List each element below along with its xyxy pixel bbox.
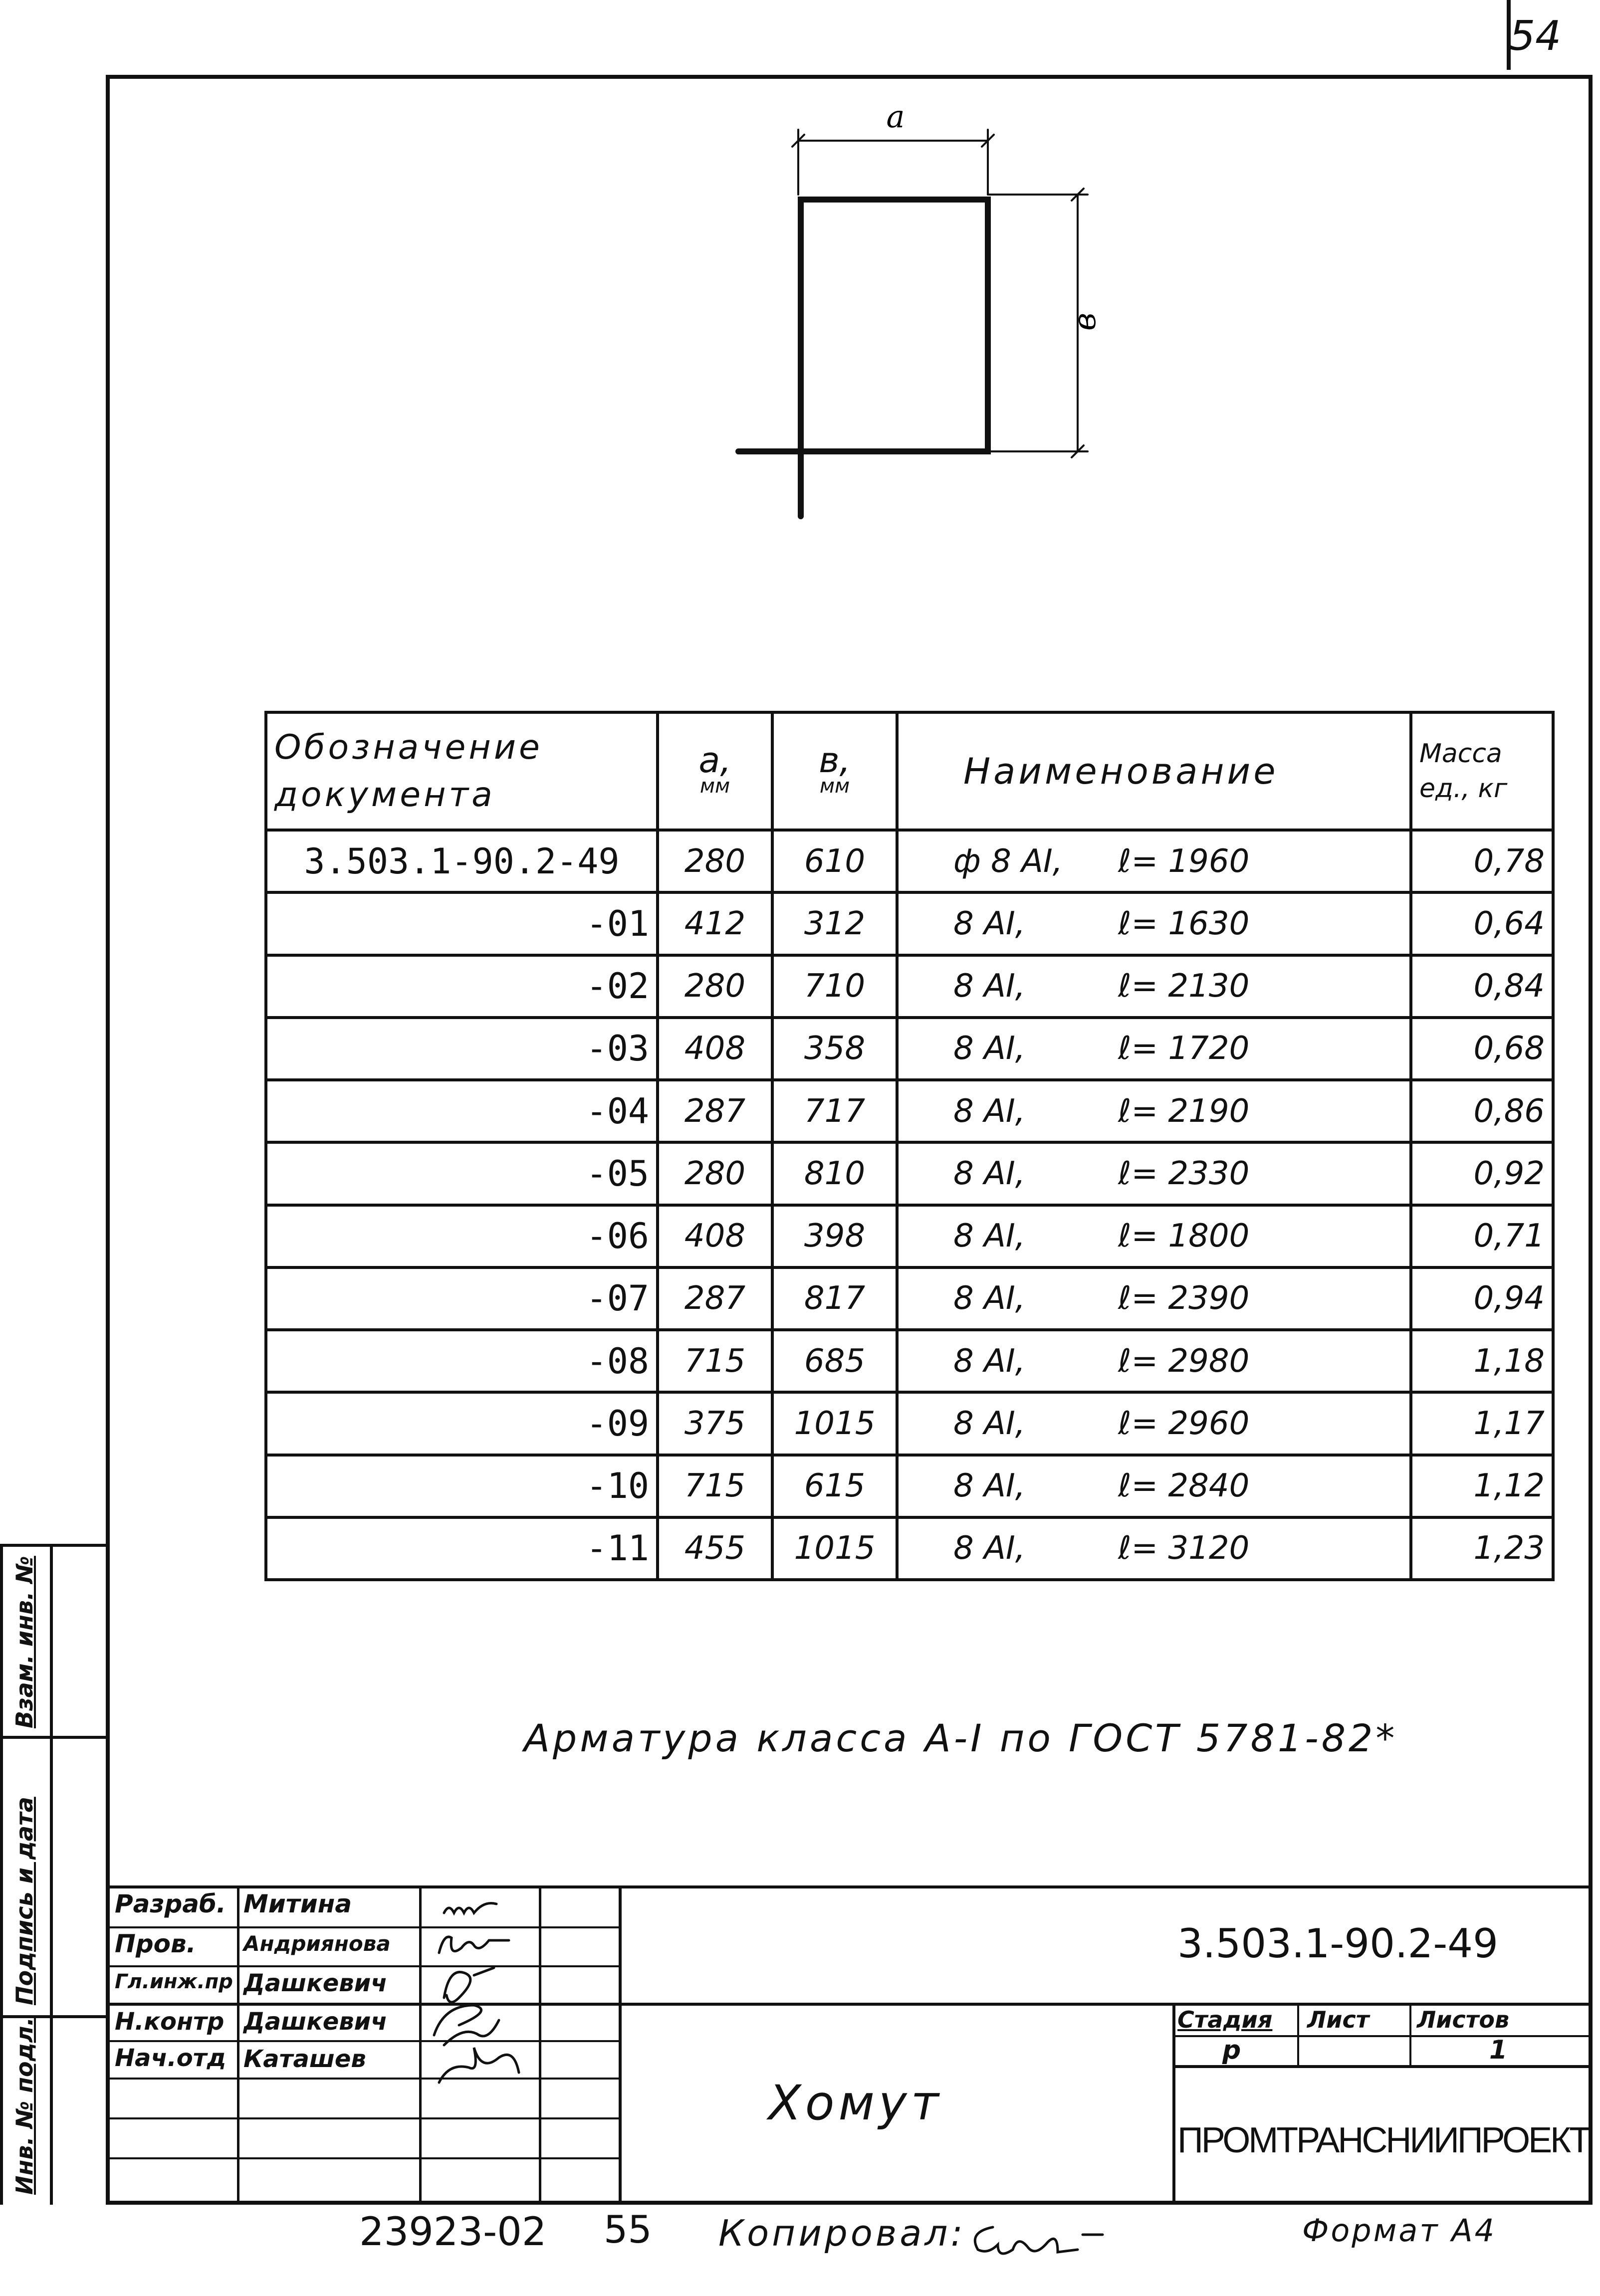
cell-a: 408 (658, 1205, 772, 1267)
cell-mass: 0,84 (1411, 955, 1553, 1018)
cell-name (897, 1142, 1411, 1205)
cell-a: 280 (658, 1142, 772, 1205)
sheets-value: 1 (1489, 2035, 1508, 2065)
cell-document: -08 (266, 1330, 658, 1392)
header-document-line1: Обозначение (274, 728, 543, 767)
table-row (266, 1080, 1553, 1142)
cell-document: -02 (266, 955, 658, 1018)
cell-b: 1015 (772, 1517, 897, 1580)
side-strip-inner-line (50, 1544, 53, 2205)
cell-mass: 0,71 (1411, 1205, 1553, 1267)
cell-document: -03 (266, 1018, 658, 1080)
table-row (266, 1330, 1553, 1392)
header-mass-line1: Масса (1419, 739, 1502, 769)
cell-name-bar: 8 АI, (953, 1405, 1026, 1442)
cell-name (897, 892, 1411, 955)
cell-name-bar: ф 8 АI, (953, 842, 1063, 880)
cell-b: 312 (772, 892, 897, 955)
name-developer: Митина (243, 1889, 352, 1918)
cell-document: -05 (266, 1142, 658, 1205)
cell-length: ℓ= 2840 (1118, 1467, 1250, 1505)
cell-a: 408 (658, 1018, 772, 1080)
header-a-unit: мм (699, 775, 730, 798)
cell-length: ℓ= 2980 (1118, 1342, 1250, 1380)
cell-mass: 1,18 (1411, 1330, 1553, 1392)
table-row (266, 1018, 1553, 1080)
specification-table (264, 711, 1555, 1581)
title-block (110, 1885, 1589, 2205)
dimension-b-label: в (1066, 312, 1103, 331)
cell-name (897, 1330, 1411, 1392)
side-label-inv-no: Инв. № подл. (11, 2017, 38, 2195)
cell-b: 358 (772, 1018, 897, 1080)
table-row (266, 955, 1553, 1018)
cell-length: ℓ= 1960 (1118, 842, 1250, 880)
cell-length: ℓ= 2960 (1118, 1405, 1250, 1442)
side-label-replace-inv: Взам. инв. № (11, 1556, 38, 1728)
cell-b: 685 (772, 1330, 897, 1392)
cell-name-bar: 8 АI, (953, 1342, 1026, 1380)
cell-b: 710 (772, 955, 897, 1018)
header-name: Наименование (897, 712, 1411, 830)
cell-length: ℓ= 1630 (1118, 905, 1250, 942)
stage-label: Стадия (1177, 2006, 1273, 2033)
cell-b: 717 (772, 1080, 897, 1142)
cell-name-bar: 8 АI, (953, 1092, 1026, 1130)
cell-document: -07 (266, 1267, 658, 1330)
cell-b: 610 (772, 830, 897, 892)
cell-length: ℓ= 3120 (1118, 1530, 1250, 1567)
cell-a: 280 (658, 830, 772, 892)
sheets-label: Листов (1417, 2006, 1510, 2033)
cell-mass: 1,23 (1411, 1517, 1553, 1580)
cell-mass: 0,94 (1411, 1267, 1553, 1330)
role-chief-engineer: Гл.инж.пр (115, 1970, 233, 1993)
table-row (266, 1392, 1553, 1455)
header-b-unit: мм (819, 775, 850, 798)
cell-b: 810 (772, 1142, 897, 1205)
table-row (266, 1517, 1553, 1580)
cell-document: -04 (266, 1080, 658, 1142)
cell-a: 455 (658, 1517, 772, 1580)
sheet-label: Лист (1307, 2006, 1370, 2033)
cell-mass: 0,92 (1411, 1142, 1553, 1205)
cell-b: 817 (772, 1267, 897, 1330)
table-row (266, 1142, 1553, 1205)
cell-a: 715 (658, 1330, 772, 1392)
cell-name (897, 1080, 1411, 1142)
item-name: Хомут (768, 2075, 943, 2131)
footer-format: Формат А4 (1302, 2212, 1497, 2249)
header-b (772, 712, 897, 830)
role-checked: Пров. (115, 1929, 196, 1958)
cell-mass: 0,68 (1411, 1018, 1553, 1080)
cell-mass: 0,86 (1411, 1080, 1553, 1142)
header-b-label: в, (819, 740, 851, 781)
cell-name (897, 1205, 1411, 1267)
cell-b: 398 (772, 1205, 897, 1267)
cell-a: 412 (658, 892, 772, 955)
table-row (266, 1455, 1553, 1517)
header-mass-line2: ед., кг (1419, 774, 1508, 804)
table-row (266, 1205, 1553, 1267)
signatures (424, 1885, 539, 2085)
cell-name (897, 1018, 1411, 1080)
cell-length: ℓ= 2130 (1118, 968, 1250, 1005)
table-header-row (266, 712, 1553, 830)
cell-name (897, 1267, 1411, 1330)
side-strip-outer-line (0, 1544, 3, 2205)
cell-a: 280 (658, 955, 772, 1018)
table-row (266, 1267, 1553, 1330)
copied-by-signature (963, 2215, 1128, 2265)
cell-name-bar: 8 АI, (953, 1530, 1026, 1567)
role-norm-control: Н.контр (115, 2008, 225, 2036)
footer-sheet-number: 55 (604, 2207, 652, 2252)
name-head-dept: Каташев (243, 2045, 366, 2073)
cell-mass: 0,64 (1411, 892, 1553, 955)
cell-length: ℓ= 2330 (1118, 1155, 1250, 1192)
cell-a: 715 (658, 1455, 772, 1517)
cell-document: -09 (266, 1392, 658, 1455)
cell-length: ℓ= 1720 (1118, 1030, 1250, 1067)
footer-code: 23923-02 (359, 2210, 547, 2255)
cell-document: -11 (266, 1517, 658, 1580)
header-a (658, 712, 772, 830)
header-a-label: a, (698, 740, 731, 781)
cell-name (897, 1517, 1411, 1580)
cell-name (897, 830, 1411, 892)
cell-length: ℓ= 2390 (1118, 1280, 1250, 1317)
cell-name-bar: 8 АI, (953, 1280, 1026, 1317)
page-number: 54 (1509, 12, 1562, 60)
cell-name (897, 1455, 1411, 1517)
cell-length: ℓ= 1800 (1118, 1218, 1250, 1255)
footer-copied-by: Копировал: (718, 2212, 966, 2254)
cell-name-bar: 8 АI, (953, 1155, 1026, 1192)
name-chief-engineer: Дашкевич (243, 1969, 388, 1997)
cell-length: ℓ= 2190 (1118, 1092, 1250, 1130)
title-doc-code: 3.503.1-90.2-49 (1177, 1920, 1499, 1967)
table-row (266, 830, 1553, 892)
role-developed: Разраб. (115, 1889, 226, 1918)
name-norm-control: Дашкевич (243, 2008, 388, 2036)
side-label-signature-date: Подпись и дата (11, 1797, 38, 2005)
stage-value: р (1222, 2035, 1241, 2065)
role-head-dept: Нач.отд (115, 2044, 227, 2072)
cell-name (897, 1392, 1411, 1455)
cell-document: -10 (266, 1455, 658, 1517)
stirrup-sketch (723, 100, 1113, 529)
organization-name: ПРОМТРАНСНИИПРОЕКТ (1177, 2120, 1590, 2160)
cell-document: -01 (266, 892, 658, 955)
header-document (266, 712, 658, 830)
header-document-line2: документа (274, 775, 495, 815)
cell-mass: 1,12 (1411, 1455, 1553, 1517)
dimension-a-label: a (886, 100, 905, 135)
cell-document: -06 (266, 1205, 658, 1267)
cell-mass: 1,17 (1411, 1392, 1553, 1455)
side-stamp-strip (0, 1544, 106, 2205)
cell-b: 1015 (772, 1392, 897, 1455)
side-strip-divider (0, 1736, 106, 1739)
cell-name-bar: 8 АI, (953, 905, 1026, 942)
cell-name-bar: 8 АI, (953, 1030, 1026, 1067)
cell-document: 3.503.1-90.2-49 (266, 830, 658, 892)
cell-a: 375 (658, 1392, 772, 1455)
cell-a: 287 (658, 1080, 772, 1142)
cell-b: 615 (772, 1455, 897, 1517)
cell-a: 287 (658, 1267, 772, 1330)
table-row (266, 892, 1553, 955)
cell-name-bar: 8 АI, (953, 968, 1026, 1005)
cell-mass: 0,78 (1411, 830, 1553, 892)
cell-name-bar: 8 АI, (953, 1467, 1026, 1505)
cell-name-bar: 8 АI, (953, 1218, 1026, 1255)
name-checker: Андриянова (243, 1931, 391, 1956)
reinforcement-note: Арматура класса А-I по ГОСТ 5781-82* (524, 1716, 1398, 1760)
header-mass (1411, 712, 1553, 830)
side-strip-divider (0, 1544, 106, 1547)
cell-name (897, 955, 1411, 1018)
